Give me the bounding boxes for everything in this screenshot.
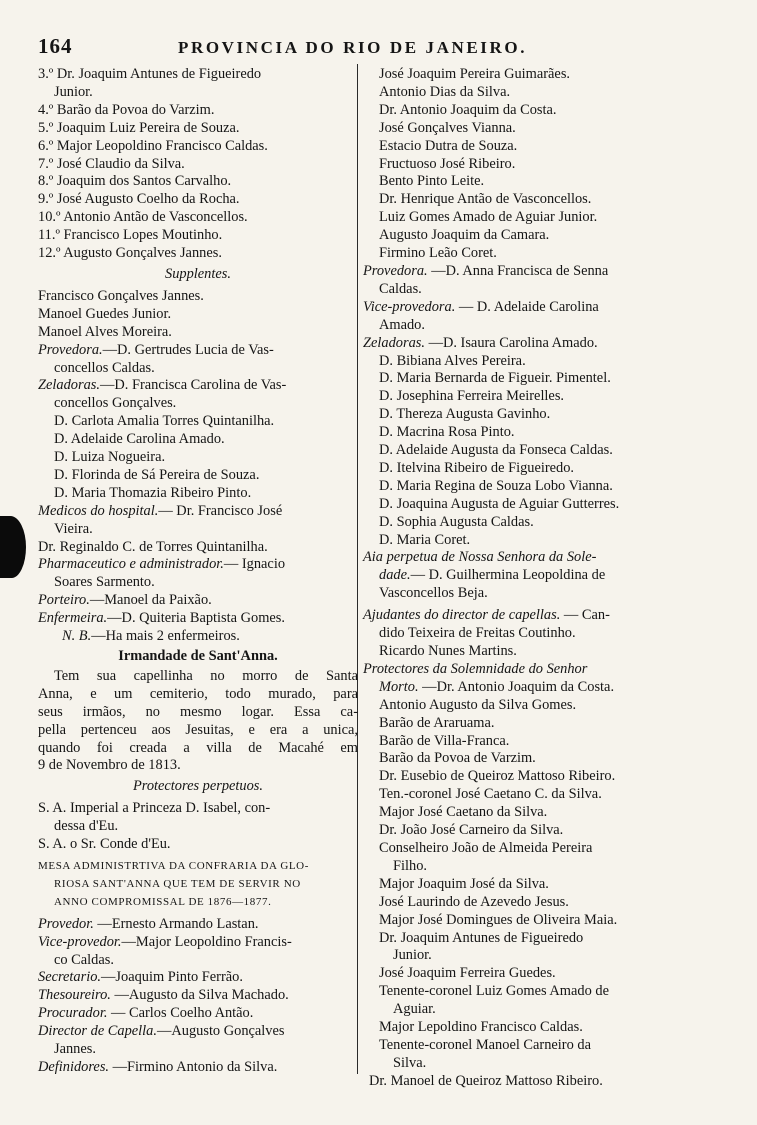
list-item: D. Carlota Amalia Torres Quintanilha. — [54, 413, 275, 430]
entry-text: — Ignacio — [223, 556, 286, 573]
list-item: Francisco Gonçalves Jannes. — [38, 287, 204, 304]
entry-label: Vice-provedor. — [38, 933, 122, 950]
entry-label: Procurador. — [38, 1005, 108, 1022]
list-item: D. Bibiana Alves Pereira. — [379, 352, 526, 369]
entry-zeladoras — [38, 377, 358, 395]
entry-continuation: Amado. — [379, 316, 425, 333]
list-item: D. Joaquina Augusta de Aguiar Gutterres. — [379, 495, 620, 512]
entry-continuation: concellos Gonçalves. — [54, 395, 177, 412]
list-item: D. Maria Bernarda de Figueir. Pimentel. — [379, 370, 611, 387]
list-item: S. A. Imperial a Princeza D. Isabel, con- — [38, 800, 271, 817]
list-item: 5.º Joaquim Luiz Pereira de Souza. — [38, 119, 240, 136]
list-item: 9.º José Augusto Coelho da Rocha. — [38, 191, 240, 208]
entry-text: — Can- — [560, 607, 610, 624]
entry-continuation: Aguiar. — [393, 1001, 436, 1018]
list-item: D. Itelvina Ribeiro de Figueiredo. — [379, 459, 575, 476]
entry-label: Provedor. — [38, 915, 94, 932]
entry-continuation: Soares Sarmento. — [54, 574, 155, 591]
list-item: Firmino Leão Coret. — [379, 245, 497, 262]
entry-label: Secretario. — [38, 969, 102, 986]
list-item: Ten.-coronel José Caetano C. da Silva. — [379, 786, 602, 803]
entry-vice-provedora — [363, 299, 681, 317]
officer-procurador — [38, 1005, 358, 1023]
list-item: Manoel Alves Moreira. — [38, 323, 172, 340]
list-item: Antonio Dias da Silva. — [379, 83, 511, 100]
list-item: D. Maria Thomazia Ribeiro Pinto. — [54, 484, 252, 501]
entry-continuation: Vieira. — [54, 520, 93, 537]
list-item: Conselheiro João de Almeida Pereira — [379, 839, 593, 856]
list-item: Major José Caetano da Silva. — [379, 804, 548, 821]
entry-text: —D. Anna Francisca de Senna — [427, 262, 609, 279]
list-item: 7.º José Claudio da Silva. — [38, 155, 185, 172]
list-item: Fructuoso José Ribeiro. — [379, 155, 516, 172]
entry-label: dade. — [379, 567, 411, 584]
list-item: Dr. Eusebio de Queiroz Mattoso Ribeiro. — [379, 768, 616, 785]
officer-director — [38, 1023, 358, 1041]
list-item: Dr. Reginaldo C. de Torres Quintanilha. — [38, 538, 268, 555]
entry-continuation: Junior. — [393, 947, 432, 964]
entry-text: —Major Leopoldino Francis- — [121, 933, 292, 950]
list-item: 6.º Major Leopoldino Francisco Caldas. — [38, 137, 268, 154]
list-item: Barão da Povoa de Varzim. — [379, 750, 536, 767]
mesa-heading-line: RIOSA SANT'ANNA QUE TEM DE SERVIR NO — [54, 877, 301, 890]
entry-continuation: concellos Caldas. — [54, 359, 155, 376]
entry-provedora — [363, 263, 681, 281]
entry-provedora — [38, 342, 358, 360]
list-item: José Laurindo de Azevedo Jesus. — [379, 893, 569, 910]
list-item: D. Florinda de Sá Pereira de Souza. — [54, 466, 260, 483]
list-item: Dr. Manoel de Queiroz Mattoso Ribeiro. — [369, 1072, 603, 1089]
officer-vice-provedor — [38, 934, 358, 952]
paragraph-line: seus irmãos, no mesmo logar. Essa ca- — [38, 703, 358, 720]
entry-label: Zeladoras. — [38, 377, 100, 394]
list-item: 11.º Francisco Lopes Moutinho. — [38, 227, 223, 244]
list-item: José Gonçalves Vianna. — [379, 119, 516, 136]
officer-definidores — [38, 1059, 358, 1077]
list-item: 8.º Joaquim dos Santos Carvalho. — [38, 173, 232, 190]
entry-continuation: Filho. — [393, 857, 427, 874]
list-item: Major Lepoldino Francisco Caldas. — [379, 1019, 583, 1036]
entry-text: — D. Guilhermina Leopoldina de — [410, 567, 606, 584]
list-item: D. Sophia Augusta Caldas. — [379, 513, 534, 530]
paragraph-line: quando foi creada a villa de Macahé em — [38, 739, 358, 756]
officer-secretario — [38, 969, 358, 987]
entry-continuation: Silva. — [393, 1054, 427, 1071]
list-item: Junior. — [54, 83, 93, 100]
entry-label: Director de Capella. — [38, 1023, 157, 1040]
entry-label: Morto. — [379, 678, 419, 695]
list-item: D. Adelaide Carolina Amado. — [54, 431, 225, 448]
list-item: Tenente-coronel Manoel Carneiro da — [379, 1036, 591, 1053]
list-item: Antonio Augusto da Silva Gomes. — [379, 696, 577, 713]
entry-label: Provedora. — [363, 262, 428, 279]
entry-continuation: Caldas. — [379, 280, 422, 297]
section-heading-supplentes: Supplentes. — [165, 265, 231, 282]
entry-text: — Carlos Coelho Antão. — [107, 1005, 254, 1022]
paragraph-line: Anna, e um cemiterio, todo murado, para — [38, 685, 358, 702]
list-item: Barão de Araruama. — [379, 714, 495, 731]
entry-text: —D. Isaura Carolina Amado. — [424, 334, 598, 351]
list-item: Augusto Joaquim da Camara. — [379, 227, 550, 244]
entry-text: —Ha mais 2 enfermeiros. — [91, 628, 240, 645]
entry-protectores-cont — [363, 679, 681, 697]
list-item: Luiz Gomes Amado de Aguiar Junior. — [379, 209, 598, 226]
section-heading-irmandade: Irmandade de Sant'Anna. — [118, 648, 278, 664]
mesa-heading-line: MESA ADMINISTRTIVA DA CONFRARIA DA GLO- — [38, 859, 309, 872]
list-item: Bento Pinto Leite. — [379, 173, 485, 190]
entry-label: Protectores da Solemnidade do Senhor — [363, 660, 588, 677]
entry-nb — [38, 628, 358, 646]
entry-zeladoras — [363, 335, 681, 353]
list-item: Dr. Henrique Antão de Vasconcellos. — [379, 191, 592, 208]
entry-aia-cont — [363, 567, 681, 585]
entry-text: —D. Francisca Carolina de Vas- — [99, 377, 287, 394]
list-item: Manoel Guedes Junior. — [38, 305, 172, 322]
right-column — [363, 66, 681, 1091]
officer-thesoureiro — [38, 987, 358, 1005]
list-item: 4.º Barão da Povoa do Varzim. — [38, 101, 215, 118]
list-item: D. Josephina Ferreira Meirelles. — [379, 388, 565, 405]
entry-text: — D. Adelaide Carolina — [455, 298, 599, 315]
entry-continuation: Vasconcellos Beja. — [379, 585, 488, 602]
entry-medicos — [38, 503, 358, 521]
paragraph-line: 9 de Novembro de 1813. — [38, 757, 181, 774]
entry-aia — [363, 549, 681, 567]
entry-continuation: dido Teixeira de Freitas Coutinho. — [379, 625, 576, 642]
list-item: D. Macrina Rosa Pinto. — [379, 424, 515, 441]
list-item: D. Maria Regina de Souza Lobo Vianna. — [379, 477, 613, 494]
list-item: dessa d'Eu. — [54, 818, 119, 835]
list-item: Estacio Dutra de Souza. — [379, 137, 518, 154]
list-item: Dr. João José Carneiro da Silva. — [379, 822, 564, 839]
paragraph-line: pella pertenceu aos Jesuitas, e era a unica, — [38, 721, 358, 738]
list-item: 10.º Antonio Antão de Vasconcellos. — [38, 209, 248, 226]
entry-text: —Firmino Antonio da Silva. — [109, 1058, 278, 1075]
mesa-heading-line: ANNO COMPROMISSAL DE 1876—1877. — [54, 895, 272, 908]
entry-text: —Augusto Gonçalves — [156, 1023, 285, 1040]
entry-porteiro — [38, 592, 358, 610]
entry-protectores — [363, 661, 681, 679]
entry-text: —D. Gertrudes Lucia de Vas- — [102, 341, 274, 358]
list-item: D. Maria Coret. — [379, 531, 471, 548]
left-column — [38, 66, 358, 1077]
entry-text: —Dr. Antonio Joaquim da Costa. — [418, 678, 615, 695]
entry-label: Provedora. — [38, 341, 103, 358]
ink-blot — [0, 516, 26, 578]
list-item: Dr. Antonio Joaquim da Costa. — [379, 101, 557, 118]
page-title: PROVINCIA DO RIO DE JANEIRO. — [178, 38, 528, 57]
page-number: 164 — [38, 34, 73, 58]
entry-text: —D. Quiteria Baptista Gomes. — [107, 610, 286, 627]
entry-pharmaceutico — [38, 556, 358, 574]
list-item: Major Joaquim José da Silva. — [379, 875, 549, 892]
entry-label: Aia perpetua de Nossa Senhora da Sole- — [363, 549, 597, 566]
entry-label: Porteiro. — [38, 592, 90, 609]
entry-continuation: Jannes. — [54, 1041, 96, 1058]
list-item: José Joaquim Pereira Guimarães. — [379, 66, 571, 82]
list-item: D. Adelaide Augusta da Fonseca Caldas. — [379, 442, 613, 459]
entry-label: Pharmaceutico e administrador. — [38, 556, 224, 573]
entry-label: Medicos do hospital. — [38, 502, 159, 519]
officer-provedor — [38, 916, 358, 934]
list-item: Major José Domingues de Oliveira Maia. — [379, 911, 618, 928]
entry-enfermeira — [38, 610, 358, 628]
entry-label: Vice-provedora. — [363, 298, 456, 315]
section-heading-perpetuos: Protectores perpetuos. — [132, 778, 264, 795]
list-item: Tenente-coronel Luiz Gomes Amado de — [379, 983, 609, 1000]
entry-label: Thesoureiro. — [38, 987, 111, 1004]
list-item: Dr. Joaquim Antunes de Figueiredo — [379, 929, 584, 946]
paragraph-line: Tem sua capellinha no morro de Santa — [54, 667, 358, 684]
entry-label: Enfermeira. — [38, 610, 108, 627]
entry-text: — Dr. Francisco José — [158, 502, 283, 519]
entry-text: —Manoel da Paixão. — [89, 592, 212, 609]
entry-text: —Ernesto Armando Lastan. — [93, 915, 259, 932]
entry-label: Zeladoras. — [363, 334, 425, 351]
list-item: Barão de Villa-Franca. — [379, 732, 510, 749]
list-item: Ricardo Nunes Martins. — [379, 643, 517, 659]
entry-text: —Augusto da Silva Machado. — [110, 987, 289, 1004]
entry-ajudantes — [363, 607, 681, 625]
list-item: S. A. o Sr. Conde d'Eu. — [38, 836, 171, 853]
list-item: D. Luiza Nogueira. — [54, 449, 166, 466]
entry-label: Ajudantes do director de capellas. — [363, 607, 561, 624]
list-item: 3.º Dr. Joaquim Antunes de Figueiredo — [38, 66, 262, 82]
list-item: José Joaquim Ferreira Guedes. — [379, 965, 556, 982]
entry-text: —Joaquim Pinto Ferrão. — [101, 969, 243, 986]
list-item: D. Thereza Augusta Gavinho. — [379, 406, 551, 423]
list-item: 12.º Augusto Gonçalves Jannes. — [38, 245, 222, 262]
entry-label: N. B. — [62, 628, 92, 645]
entry-label: Definidores. — [38, 1058, 110, 1075]
entry-continuation: co Caldas. — [54, 951, 114, 968]
